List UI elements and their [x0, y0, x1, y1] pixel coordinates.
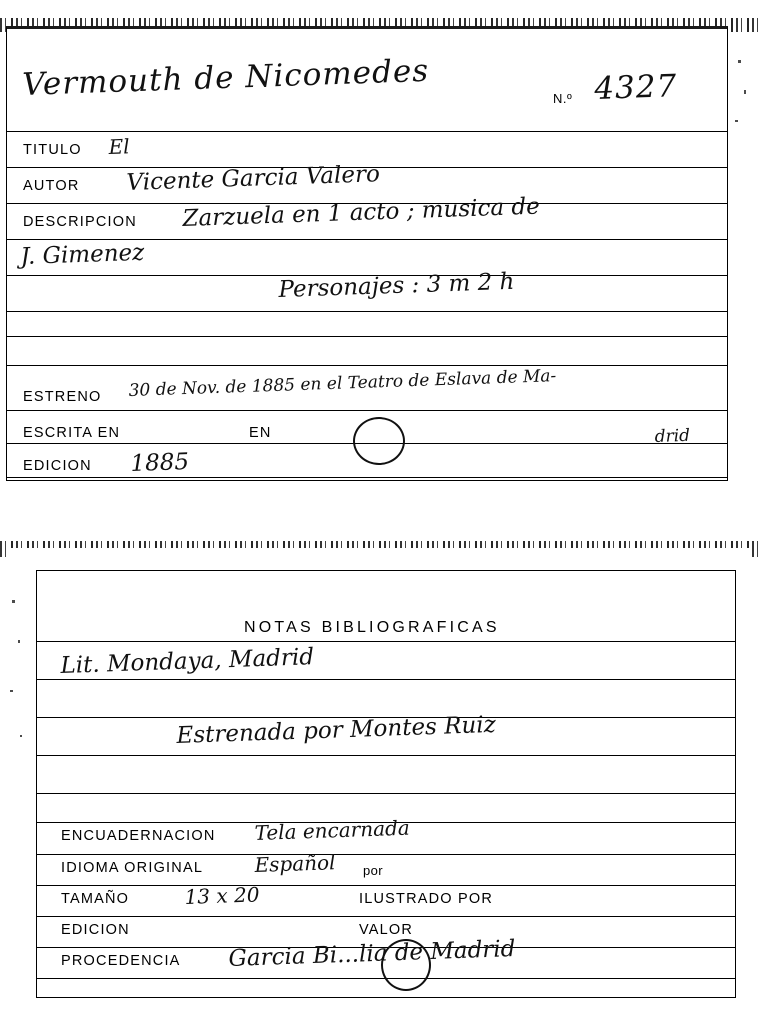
field-label-autor: AUTOR [23, 178, 80, 194]
speckle [735, 120, 738, 122]
rule-line [7, 410, 727, 411]
characters-line: Personajes : 3 m 2 h [278, 268, 515, 303]
note-line-2: Estrenada por Montes Ruiz [176, 711, 497, 749]
field-value-titulo: El [108, 134, 130, 159]
field-label-en: EN [249, 425, 272, 441]
field-label-edicion-bottom: EDICION [61, 922, 130, 938]
field-value-procedencia: Garcia Bi...lia de Madrid [228, 936, 516, 972]
rule-line [7, 131, 727, 132]
rule-line [37, 679, 735, 680]
speckle [18, 640, 20, 643]
field-value-tamano: 13 x 20 [184, 882, 260, 909]
rule-line [37, 793, 735, 794]
ink-blot-circle-bottom [381, 939, 431, 991]
field-label-idioma-por: por [363, 863, 383, 878]
speckle [12, 600, 15, 603]
rule-line [37, 916, 735, 917]
rule-line [37, 641, 735, 642]
speckle [20, 735, 22, 737]
rule-line [7, 336, 727, 337]
ink-blot-circle [353, 417, 405, 465]
field-label-escrita-en: ESCRITA EN [23, 425, 121, 441]
field-value-edicion: 1885 [130, 448, 190, 477]
bottom-card-inner [36, 570, 736, 998]
rule-line [7, 477, 727, 478]
field-label-descripcion: DESCRIPCION [23, 214, 137, 230]
rule-line [37, 885, 735, 886]
card-number-value: 4327 [593, 68, 678, 107]
rule-line [7, 365, 727, 366]
rule-line [37, 854, 735, 855]
speckle [738, 60, 741, 63]
rule-line [7, 311, 727, 312]
field-value-idioma-original: Español [254, 850, 336, 877]
field-label-tamano: TAMAÑO [61, 891, 130, 907]
field-label-estreno: ESTRENO [23, 389, 102, 405]
description-line-2: J. Gimenez [20, 239, 145, 270]
handwritten-title: Vermouth de Nicomedes [21, 52, 430, 103]
card-number-label: N.º [553, 91, 573, 106]
field-value-estreno: 30 de Nov. de 1885 en el Teatro de Eslava de Ma- [128, 366, 557, 401]
field-value-autor: Vicente Garcia Valero [126, 161, 381, 196]
field-label-edicion: EDICION [23, 458, 92, 474]
bibliographic-notes-heading: NOTAS BIBLIOGRAFICAS [244, 619, 500, 636]
field-value-escrita-en: drid [654, 425, 691, 447]
field-label-valor: VALOR [359, 922, 414, 938]
top-catalog-card [6, 26, 728, 481]
field-label-titulo: TITULO [23, 142, 82, 158]
field-value-descripcion: Zarzuela en 1 acto ; musica de [182, 193, 541, 232]
field-label-encuadernacion: ENCUADERNACION [61, 828, 216, 844]
bottom-catalog-card [6, 548, 750, 1018]
speckle [10, 690, 13, 692]
field-value-encuadernacion: Tela encarnada [254, 815, 411, 845]
field-label-idioma-original: IDIOMA ORIGINAL [61, 860, 204, 876]
field-label-ilustrado-por: ILUSTRADO POR [359, 891, 494, 907]
field-label-procedencia: PROCEDENCIA [61, 953, 181, 969]
speckle [744, 90, 746, 94]
note-line-1: Lit. Mondaya, Madrid [60, 644, 315, 679]
rule-line [37, 755, 735, 756]
